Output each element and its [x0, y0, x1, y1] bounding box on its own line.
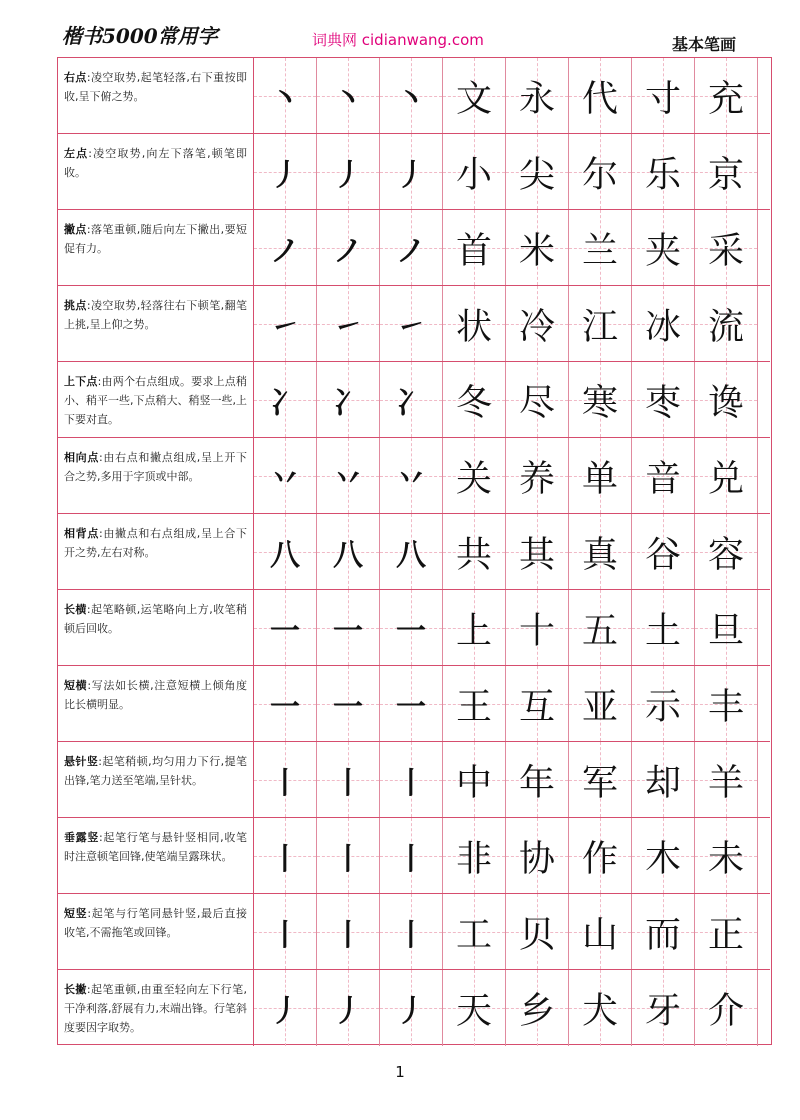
stroke-sample: 冫	[270, 385, 300, 421]
example-character: 十	[518, 610, 555, 651]
example-character: 真	[581, 534, 618, 575]
example-character: 音	[644, 458, 681, 499]
example-character: 尽	[518, 382, 555, 423]
stroke-desc-text: :由两个右点组成。要求上点稍小、稍平一些,下点稍大、稍竖一些,上下要对直。	[64, 375, 247, 426]
stroke-sample-cell	[380, 438, 443, 513]
stroke-name: 右点	[64, 71, 87, 84]
stroke-description	[58, 970, 254, 1046]
stroke-description	[58, 210, 254, 285]
stroke-sample-cell	[254, 818, 317, 893]
example-character: 谷	[644, 534, 681, 575]
stroke-description	[58, 134, 254, 209]
stroke-sample: 丨	[270, 917, 300, 953]
character-cell	[443, 210, 506, 285]
character-cell	[695, 210, 758, 285]
stroke-description	[58, 438, 254, 513]
stroke-name: 撇点	[64, 223, 87, 236]
character-cell	[569, 742, 632, 817]
stroke-sample-cell	[254, 590, 317, 665]
character-cell	[632, 818, 695, 893]
stroke-description	[58, 286, 254, 361]
character-cell	[506, 590, 569, 665]
character-cell	[695, 58, 758, 133]
stroke-desc-text: :起笔与行笔同悬针竖,最后直接收笔,不需拖笔或回锋。	[64, 907, 248, 939]
example-character: 冷	[518, 306, 555, 347]
character-cell	[695, 894, 758, 969]
character-cell	[632, 210, 695, 285]
stroke-sample-cell	[380, 894, 443, 969]
stroke-sample-cell	[254, 286, 317, 361]
example-character: 五	[581, 610, 618, 651]
example-character: 充	[707, 78, 744, 119]
stroke-sample: ノ	[396, 233, 426, 269]
character-cell	[569, 438, 632, 513]
example-character: 乐	[644, 154, 681, 195]
example-character: 江	[581, 306, 618, 347]
character-cell	[443, 514, 506, 589]
character-cell	[695, 590, 758, 665]
example-character: 犬	[581, 990, 618, 1032]
stroke-desc-text: :由撇点和右点组成,呈上合下开之势,左右对称。	[64, 527, 248, 559]
example-character: 关	[455, 458, 492, 499]
character-cell	[506, 210, 569, 285]
stroke-desc-text: :起笔行笔与悬针竖相同,收笔时注意顿笔回锋,使笔端呈露珠状。	[64, 831, 248, 863]
stroke-sample: 八	[270, 537, 300, 573]
example-character: 介	[707, 990, 744, 1032]
stroke-row	[58, 134, 770, 210]
stroke-sample-cell	[380, 210, 443, 285]
stroke-row	[58, 818, 770, 894]
example-character: 京	[707, 154, 744, 195]
stroke-row	[58, 742, 770, 818]
stroke-name: 挑点	[64, 299, 87, 312]
stroke-row	[58, 970, 770, 1046]
example-character: 米	[518, 230, 555, 271]
stroke-sample: 丨	[333, 841, 363, 877]
stroke-name: 悬针竖	[64, 755, 99, 768]
stroke-desc-text: :凌空取势,轻落往右下顿笔,翻笔上挑,呈上仰之势。	[64, 299, 247, 331]
character-cell	[632, 362, 695, 437]
stroke-sample-cell	[254, 438, 317, 513]
stroke-sample-cell	[317, 514, 380, 589]
example-character: 天	[455, 990, 492, 1032]
stroke-name: 左点	[64, 147, 89, 160]
example-character: 互	[518, 686, 555, 727]
character-cell	[632, 514, 695, 589]
character-cell	[569, 818, 632, 893]
stroke-description	[58, 590, 254, 665]
character-cell	[569, 134, 632, 209]
example-character: 土	[644, 610, 681, 651]
stroke-sample-cell	[317, 894, 380, 969]
site-watermark: 词典网 cidianwang.com	[312, 31, 484, 49]
stroke-sample: ㇀	[270, 309, 300, 345]
character-cell	[506, 514, 569, 589]
character-cell	[443, 362, 506, 437]
example-character: 谗	[707, 382, 744, 423]
example-character: 上	[455, 610, 492, 651]
example-character: 寸	[644, 78, 681, 119]
character-cell	[695, 818, 758, 893]
stroke-name: 长横	[64, 603, 87, 616]
stroke-sample-cell	[254, 894, 317, 969]
stroke-name: 短竖	[64, 907, 88, 920]
character-cell	[443, 970, 506, 1046]
character-cell	[506, 438, 569, 513]
stroke-sample-cell	[380, 818, 443, 893]
stroke-sample-cell	[317, 666, 380, 741]
stroke-sample: ㇀	[333, 309, 363, 345]
character-cell	[695, 286, 758, 361]
example-character: 冬	[455, 382, 492, 423]
character-cell	[506, 134, 569, 209]
stroke-sample: 一	[333, 689, 363, 725]
character-cell	[443, 438, 506, 513]
stroke-sample: 丶	[396, 81, 426, 117]
example-character: 工	[455, 914, 492, 955]
character-cell	[632, 742, 695, 817]
stroke-sample: 八	[396, 537, 426, 573]
example-character: 王	[455, 686, 492, 727]
stroke-row	[58, 58, 770, 134]
example-character: 而	[644, 914, 681, 955]
stroke-sample: 丿	[270, 157, 300, 193]
stroke-sample-cell	[380, 286, 443, 361]
stroke-sample-cell	[254, 134, 317, 209]
example-character: 亚	[581, 686, 618, 727]
character-cell	[443, 134, 506, 209]
example-character: 协	[518, 838, 555, 879]
stroke-name: 垂露竖	[64, 831, 100, 844]
stroke-sample-cell	[254, 742, 317, 817]
stroke-sample: 丿	[333, 157, 363, 193]
character-cell	[506, 894, 569, 969]
stroke-sample-cell	[254, 58, 317, 133]
stroke-sample-cell	[380, 134, 443, 209]
character-cell	[569, 894, 632, 969]
character-cell	[632, 894, 695, 969]
stroke-name: 相背点	[64, 527, 100, 540]
character-cell	[632, 134, 695, 209]
stroke-sample-cell	[380, 362, 443, 437]
stroke-row	[58, 894, 770, 970]
stroke-sample-cell	[317, 362, 380, 437]
stroke-sample: 丨	[396, 917, 426, 953]
example-character: 首	[455, 230, 492, 271]
stroke-sample-cell	[317, 970, 380, 1046]
example-character: 代	[581, 78, 618, 119]
character-cell	[632, 970, 695, 1046]
example-character: 枣	[644, 382, 681, 423]
character-cell	[443, 742, 506, 817]
stroke-sample-cell	[317, 210, 380, 285]
stroke-description	[58, 58, 254, 133]
stroke-name: 短横	[64, 679, 88, 692]
stroke-row	[58, 286, 770, 362]
stroke-desc-text: :起笔稍顿,均匀用力下行,提笔出锋,笔力送至笔端,呈针状。	[64, 755, 248, 787]
character-cell	[506, 362, 569, 437]
stroke-sample: 丨	[396, 841, 426, 877]
page-number: 1	[395, 1063, 405, 1081]
example-character: 木	[644, 838, 681, 879]
example-character: 却	[644, 762, 681, 803]
stroke-sample: 一	[396, 689, 426, 725]
stroke-sample: 丷	[396, 461, 426, 497]
stroke-sample: ㇀	[396, 309, 426, 345]
stroke-sample-cell	[317, 58, 380, 133]
practice-grid	[57, 57, 772, 1045]
stroke-description	[58, 818, 254, 893]
example-character: 中	[455, 762, 492, 803]
stroke-name: 长撇	[64, 983, 87, 996]
example-character: 羊	[707, 762, 744, 803]
stroke-row	[58, 666, 770, 742]
stroke-sample-cell	[317, 134, 380, 209]
stroke-row	[58, 210, 770, 286]
example-character: 旦	[707, 610, 744, 651]
stroke-sample-cell	[380, 666, 443, 741]
example-character: 其	[518, 534, 555, 575]
example-character: 夹	[644, 230, 681, 271]
stroke-row	[58, 590, 770, 666]
stroke-description	[58, 666, 254, 741]
character-cell	[506, 666, 569, 741]
stroke-sample-cell	[254, 514, 317, 589]
character-cell	[695, 362, 758, 437]
stroke-description	[58, 362, 254, 437]
example-character: 牙	[644, 990, 681, 1032]
character-cell	[506, 970, 569, 1046]
character-cell	[695, 438, 758, 513]
stroke-sample-cell	[317, 818, 380, 893]
stroke-desc-text: :落笔重顿,随后向左下撇出,要短促有力。	[64, 223, 247, 255]
stroke-sample: 丿	[270, 994, 300, 1029]
stroke-description	[58, 894, 254, 969]
stroke-sample-cell	[317, 286, 380, 361]
stroke-sample: 丷	[270, 461, 300, 497]
character-cell	[443, 818, 506, 893]
character-cell	[632, 438, 695, 513]
stroke-desc-text: :写法如长横,注意短横上倾角度比长横明显。	[64, 679, 248, 711]
stroke-name: 相向点	[64, 451, 100, 464]
example-character: 兑	[707, 458, 744, 499]
stroke-sample: 一	[270, 613, 300, 649]
stroke-sample-cell	[254, 210, 317, 285]
stroke-sample-cell	[254, 970, 317, 1046]
stroke-description	[58, 514, 254, 589]
example-character: 养	[518, 458, 555, 499]
stroke-sample: 一	[333, 613, 363, 649]
stroke-desc-text: :凌空取势,起笔轻落,右下重按即收,呈下俯之势。	[64, 71, 247, 103]
example-character: 兰	[581, 230, 618, 271]
example-character: 作	[581, 838, 618, 879]
stroke-desc-text: :起笔略顿,运笔略向上方,收笔稍顿后回收。	[64, 603, 247, 635]
example-character: 采	[707, 230, 744, 271]
character-cell	[443, 286, 506, 361]
example-character: 山	[581, 914, 618, 955]
stroke-sample: 丿	[333, 994, 363, 1029]
character-cell	[569, 666, 632, 741]
stroke-sample: 冫	[333, 385, 363, 421]
character-cell	[632, 666, 695, 741]
example-character: 冰	[644, 306, 681, 347]
character-cell	[443, 58, 506, 133]
stroke-sample: 丿	[396, 994, 426, 1029]
stroke-desc-text: :凌空取势,向左下落笔,顿笔即收。	[64, 147, 248, 179]
character-cell	[443, 590, 506, 665]
stroke-name: 上下点	[64, 375, 98, 388]
character-cell	[695, 666, 758, 741]
example-character: 共	[455, 534, 492, 575]
example-character: 正	[707, 914, 744, 955]
stroke-sample-cell	[380, 590, 443, 665]
stroke-sample: 冫	[396, 385, 426, 421]
stroke-sample-cell	[317, 742, 380, 817]
character-cell	[569, 590, 632, 665]
stroke-sample: 丨	[270, 765, 300, 801]
example-character: 乡	[518, 990, 555, 1032]
example-character: 军	[581, 762, 618, 803]
example-character: 贝	[518, 914, 555, 955]
example-character: 尖	[518, 154, 555, 195]
character-cell	[632, 286, 695, 361]
character-cell	[695, 134, 758, 209]
character-cell	[632, 590, 695, 665]
example-character: 文	[455, 78, 492, 119]
stroke-sample: ノ	[270, 233, 300, 269]
character-cell	[569, 362, 632, 437]
character-cell	[695, 970, 758, 1046]
character-cell	[506, 742, 569, 817]
character-cell	[695, 514, 758, 589]
example-character: 丰	[707, 686, 744, 727]
stroke-sample-cell	[380, 970, 443, 1046]
example-character: 单	[581, 458, 618, 499]
character-cell	[569, 514, 632, 589]
example-character: 状	[455, 306, 492, 347]
stroke-sample: 丶	[333, 81, 363, 117]
stroke-desc-text: :由右点和撇点组成,呈上开下合之势,多用于字顶或中部。	[64, 451, 248, 483]
example-character: 流	[707, 306, 744, 347]
example-character: 未	[707, 838, 744, 879]
stroke-sample: 丨	[270, 841, 300, 877]
character-cell	[506, 818, 569, 893]
stroke-sample: 一	[270, 689, 300, 725]
stroke-sample: 丨	[333, 917, 363, 953]
stroke-row	[58, 438, 770, 514]
example-character: 小	[455, 154, 492, 195]
example-character: 容	[707, 534, 744, 575]
section-title: 基本笔画	[672, 35, 737, 54]
stroke-row	[58, 362, 770, 438]
example-character: 非	[455, 838, 492, 879]
stroke-sample-cell	[380, 742, 443, 817]
stroke-sample-cell	[254, 666, 317, 741]
example-character: 示	[644, 686, 681, 727]
stroke-row	[58, 514, 770, 590]
character-cell	[443, 894, 506, 969]
stroke-desc-text: :起笔重顿,由重至轻向左下行笔,干净利落,舒展有力,末端出锋。行笔斜度要因字取势。	[64, 983, 247, 1034]
stroke-sample-cell	[380, 514, 443, 589]
stroke-sample-cell	[317, 590, 380, 665]
example-character: 寒	[581, 382, 618, 423]
example-character: 尔	[581, 154, 618, 195]
stroke-sample: 丨	[396, 765, 426, 801]
stroke-sample: 丨	[333, 765, 363, 801]
stroke-sample: 丿	[396, 157, 426, 193]
stroke-sample-cell	[380, 58, 443, 133]
stroke-sample: 八	[333, 537, 363, 573]
book-title: 楷书5000常用字	[62, 24, 218, 48]
stroke-sample: 一	[396, 613, 426, 649]
character-cell	[695, 742, 758, 817]
character-cell	[569, 286, 632, 361]
stroke-sample: 丶	[270, 81, 300, 117]
character-cell	[569, 970, 632, 1046]
character-cell	[443, 666, 506, 741]
stroke-sample: 丷	[333, 461, 363, 497]
character-cell	[569, 58, 632, 133]
character-cell	[569, 210, 632, 285]
example-character: 年	[518, 762, 555, 803]
stroke-sample-cell	[254, 362, 317, 437]
example-character: 永	[518, 78, 555, 119]
character-cell	[506, 58, 569, 133]
character-cell	[632, 58, 695, 133]
character-cell	[506, 286, 569, 361]
stroke-sample-cell	[317, 438, 380, 513]
stroke-description	[58, 742, 254, 817]
stroke-sample: ノ	[333, 233, 363, 269]
